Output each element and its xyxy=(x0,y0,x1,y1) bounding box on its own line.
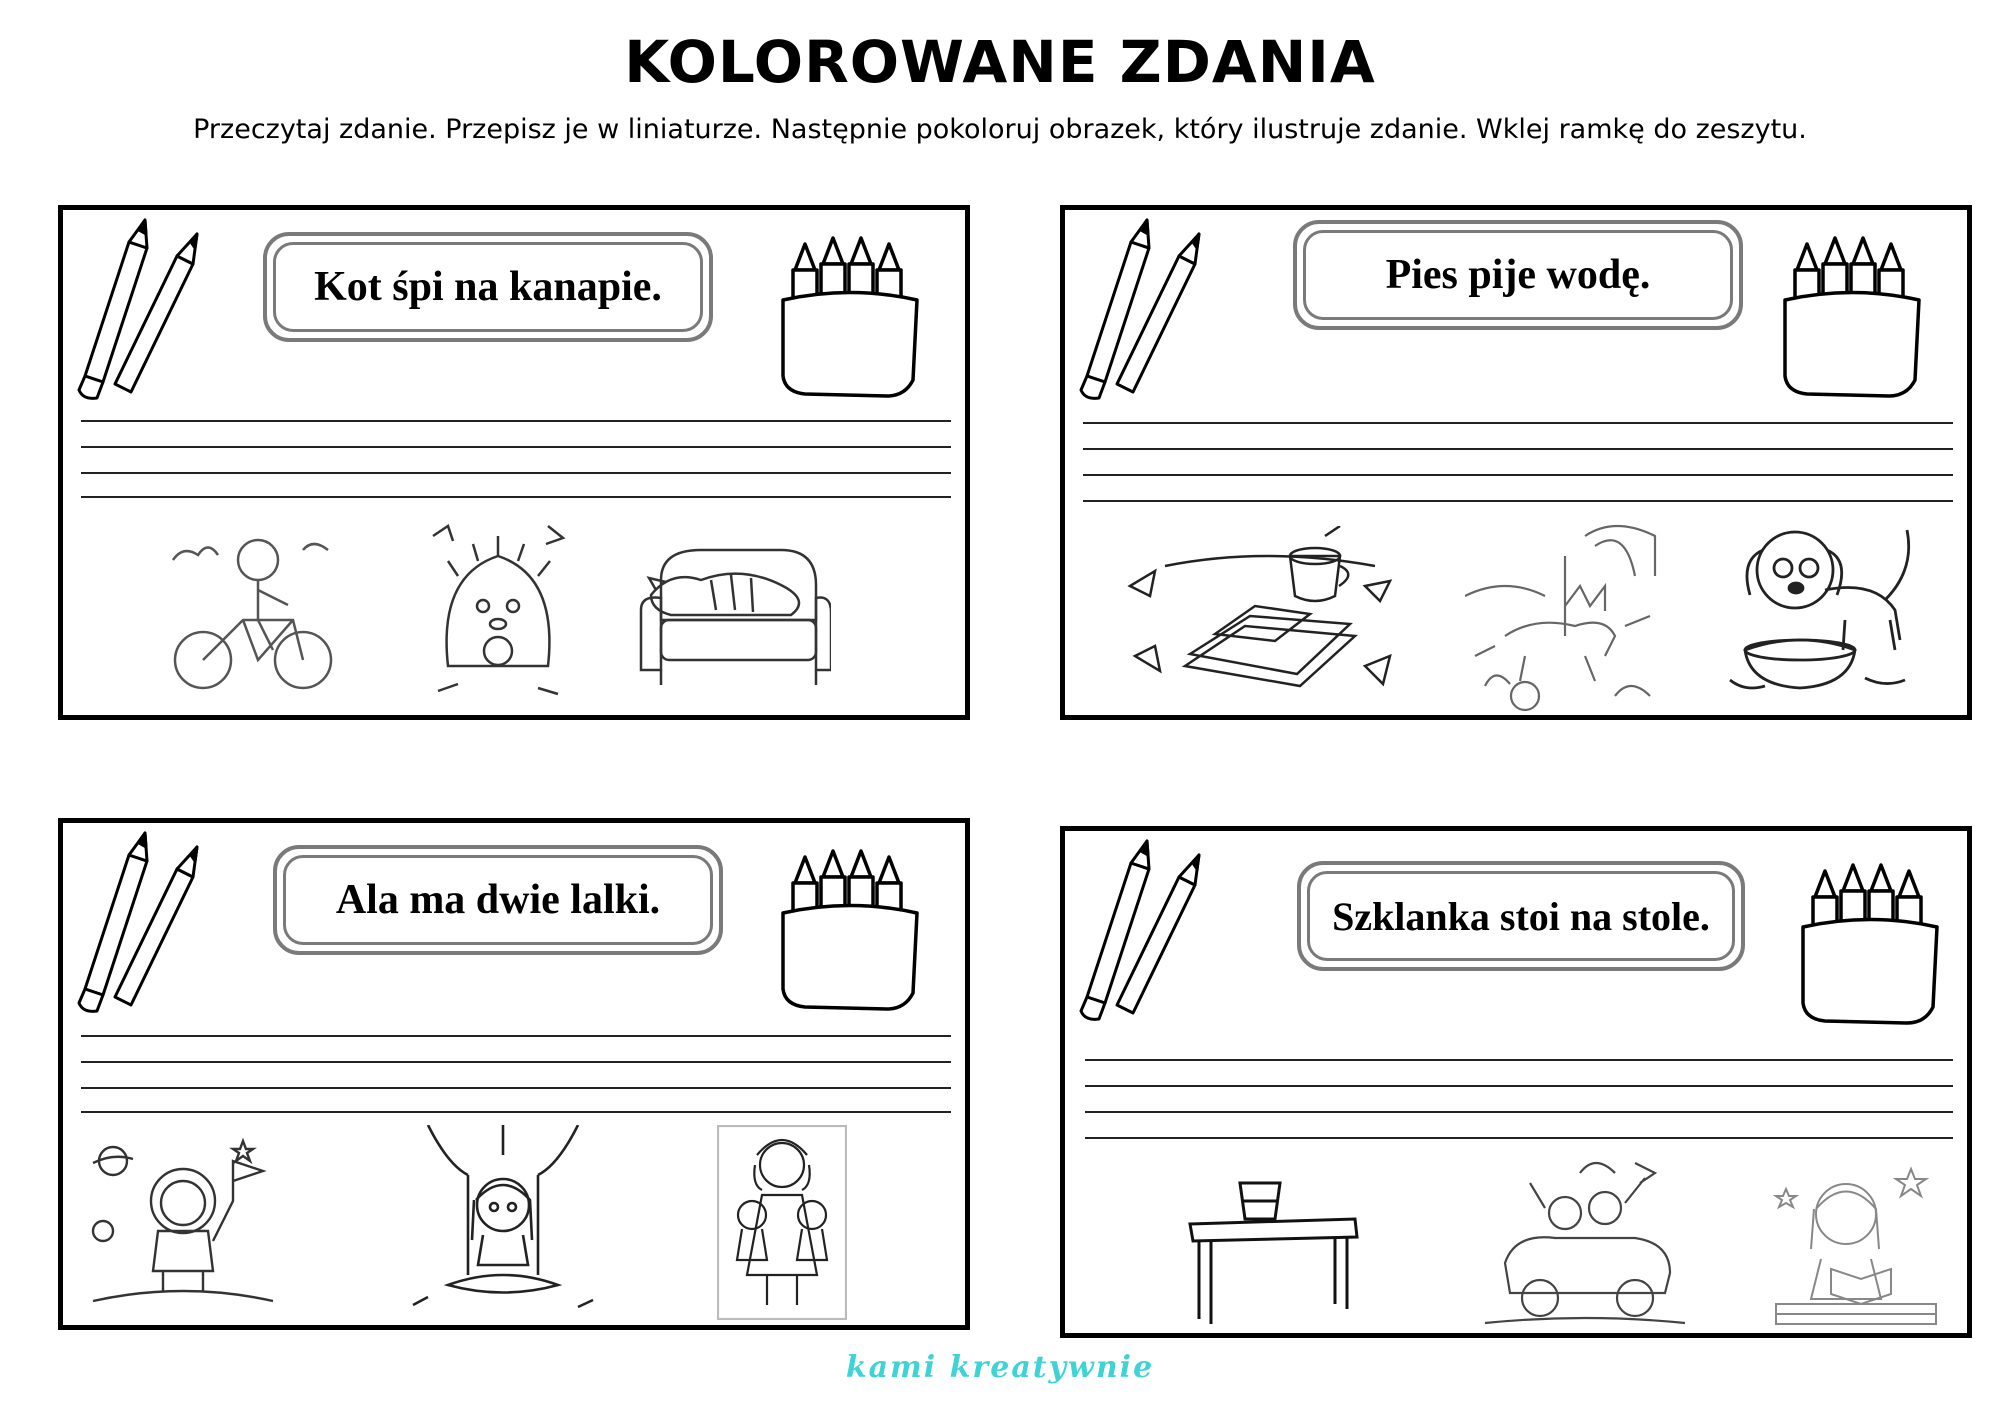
crayon-box-icon xyxy=(775,843,925,1018)
instruction-text: Przeczytaj zdanie. Przepisz je w liniaturze. Następnie pokoloruj obrazek, który ilustruje zdanie. Wklej ramkę do zeszytu. xyxy=(193,114,1807,145)
girl-under-tree-picture xyxy=(408,1125,598,1315)
sentence-plaque xyxy=(1293,220,1743,330)
writing-lines xyxy=(1085,1059,1953,1139)
girl-with-dolls-picture xyxy=(717,1125,847,1320)
cat-on-sofa-picture xyxy=(631,540,831,690)
writing-lines xyxy=(1083,422,1953,502)
sentence-text: Ala ma dwie lalki. xyxy=(335,877,661,923)
pencils-icon xyxy=(67,829,217,1019)
sentence-text: Pies pije wodę. xyxy=(1385,252,1651,298)
glass-on-table-picture xyxy=(1185,1179,1365,1329)
crayon-box-icon xyxy=(1795,857,1945,1032)
sentence-plaque xyxy=(263,232,713,342)
sentence-plaque xyxy=(1297,861,1745,971)
exercise-card-1 xyxy=(58,205,970,720)
dog-outdoors-picture xyxy=(1465,516,1665,716)
girl-reading-picture xyxy=(1771,1159,1941,1329)
puppy-drinking-picture xyxy=(1725,510,1925,700)
crayon-box-icon xyxy=(775,230,925,405)
pencils-icon xyxy=(67,216,217,406)
exercise-card-4 xyxy=(1060,826,1972,1338)
footer-brand: kami kreatywnie xyxy=(845,1350,1155,1385)
exercise-card-2 xyxy=(1060,205,1972,720)
sentence-text: Kot śpi na kanapie. xyxy=(314,264,662,310)
writing-lines xyxy=(81,420,951,500)
cup-and-books-picture xyxy=(1125,526,1405,706)
sentence-text: Szklanka stoi na stole. xyxy=(1332,893,1710,939)
pencils-icon xyxy=(1069,837,1219,1027)
pencils-icon xyxy=(1069,216,1219,406)
page-title: KOLOROWANE ZDANIA xyxy=(624,28,1376,96)
crayon-box-icon xyxy=(1777,230,1927,405)
exercise-card-3 xyxy=(58,818,970,1330)
kids-in-car-picture xyxy=(1485,1153,1685,1328)
hedgehog-picture xyxy=(428,516,568,706)
boy-on-bike-picture xyxy=(163,520,343,700)
sentence-plaque xyxy=(273,845,723,955)
writing-lines xyxy=(81,1035,951,1115)
child-astronaut-picture xyxy=(83,1131,283,1311)
